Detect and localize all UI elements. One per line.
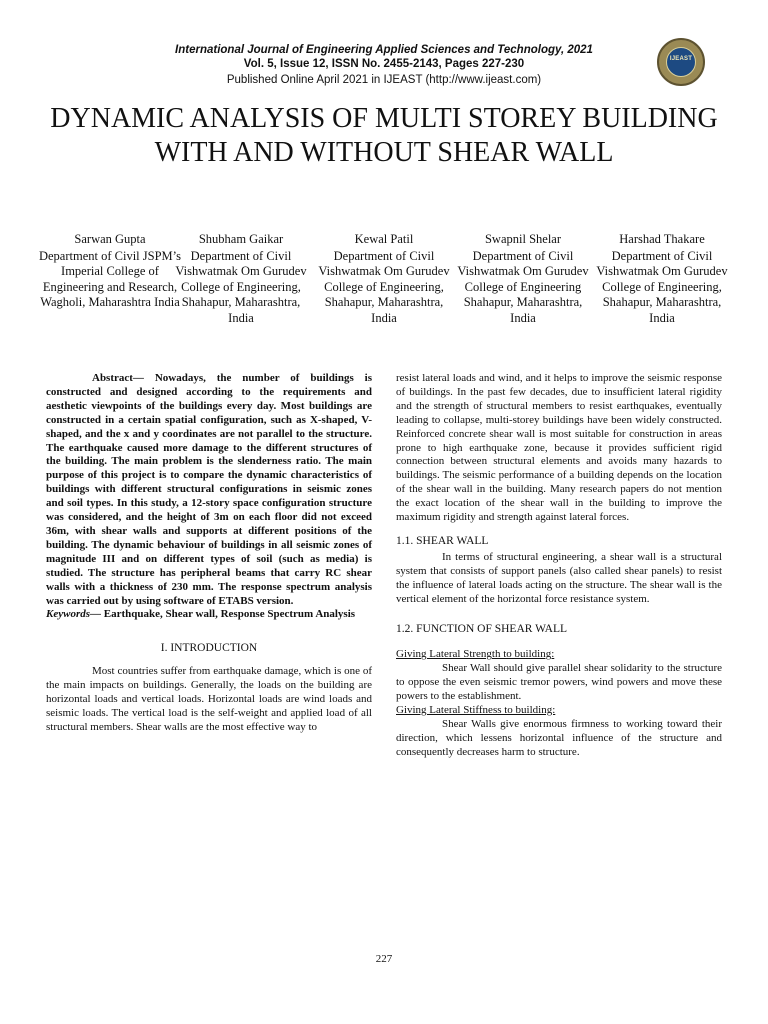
author-name: Harshad Thakare: [619, 232, 705, 246]
author-name: Swapnil Shelar: [484, 232, 562, 246]
author-block: [35, 232, 185, 311]
author-name: Kewal Patil: [354, 232, 414, 246]
right-column: [396, 372, 722, 760]
author-affiliation: Department of Civil Vishwatmak Om Gurudev College of Engineering Shahapur, Maharashtra, India: [457, 248, 589, 325]
section-heading-shear-wall: 1.1. SHEAR WALL: [396, 534, 489, 547]
author-block: [312, 232, 456, 327]
journal-issue: Vol. 5, Issue 12, ISSN No. 2455-2143, Pages 227-230: [243, 58, 525, 70]
lateral-strength-paragraph: Shear Wall should give parallel shear solidarity to the structure to oppose the even seismic tremor powers, wind powers and move these powers to the establishment.: [396, 662, 722, 703]
keywords: [46, 608, 372, 622]
author-name: Shubham Gaikar: [198, 232, 284, 246]
subheading-lateral-strength: Giving Lateral Strength to building:: [396, 648, 555, 661]
subheading-lateral-stiffness: Giving Lateral Stiffness to building:: [396, 704, 556, 717]
author-affiliation: Department of Civil Vishwatmak Om Gurudev College of Engineering, Shahapur, Maharashtra, India: [175, 248, 307, 325]
author-block: [590, 232, 734, 327]
author-affiliation: Department of Civil Vishwatmak Om Gurudev College of Engineering, Shahapur, Maharashtra, India: [596, 248, 728, 325]
author-block: [451, 232, 595, 327]
keywords-label: Keywords—: [46, 608, 101, 621]
left-column: [46, 372, 372, 735]
section-heading-introduction: I. INTRODUCTION: [160, 642, 258, 655]
logo-text: IJEAST: [669, 56, 693, 62]
publication-info: Published Online April 2021 in IJEAST (http://www.ijeast.com): [226, 74, 542, 86]
abstract: Abstract— Nowadays, the number of buildings is constructed and designed according to the requirements and aesthetic viewpoints of the buildings every day. Most buildings are constructed in a certain spatial configuration, such as X-shaped, V-shaped, and the x and y coordinates are not parallel to the structure. The earthquake caused more damage to the different structures of the building. The main problem is the slenderness ratio. The main purpose of this project is to compare the dynamic characteristics of buildings with different structural configurations in seismic zones and soil types. In this study, a 12-story space configuration structure was considered, and the height of 3m on each floor did not exceed 36m, with shear walls and supports at different positions of the building. The dynamic behaviour of buildings in all seismic zones of magnitude III and on different types of soil (such as media) is studied. The structure has peripheral beams that carry RC shear walls with a thickness of 230 mm. The response spectrum analysis was carried out by using software of ETABS version.: [46, 372, 372, 607]
introduction-continuation: resist lateral loads and wind, and it helps to improve the seismic response of buildings. In the past few decades, due to insufficient lateral rigidity and the strength of structural members to resist earthquakes, eventually leading to collapse, multi-storey buildings have been widely constructed. Reinforced concrete shear wall is most suitable for construction in areas prone to high earthquake zone, because it provides sufficient rigid connection between structural elements and avoids many hazards to buildings. The seismic performance of a building depends on the location of the shear wall in the building. Many research papers do not mention the exact location of the shear wall in the building to improve the maximum rigidity and strength against lateral forces.: [396, 372, 722, 524]
logo-emblem: [666, 47, 696, 77]
keywords-text: Earthquake, Shear wall, Response Spectrum Analysis: [101, 608, 356, 621]
introduction-paragraph: Most countries suffer from earthquake damage, which is one of the main impacts on buildings. Generally, the loads on the building are horizontal loads and vertical loads. Horizontal loads are wind loads and seismic loads. The vertical load is the self-weight and applied load of all structural members. Shear walls are the most effective way to: [46, 665, 372, 733]
paper-title: DYNAMIC ANALYSIS OF MULTI STOREY BUILDING WITH AND WITHOUT SHEAR WALL: [50, 103, 718, 168]
author-affiliation: Department of Civil Vishwatmak Om Gurudev College of Engineering, Shahapur, Maharashtra, India: [318, 248, 450, 325]
shear-wall-paragraph: In terms of structural engineering, a shear wall is a structural system that consists of support panels (also called shear panels) to resist the influence of lateral loads acting on the structure. The shear wall is the vertical element of the horizontal force resistance system.: [396, 550, 722, 605]
page-number: 227: [375, 953, 393, 965]
section-heading-function: 1.2. FUNCTION OF SHEAR WALL: [396, 622, 568, 635]
lateral-stiffness-paragraph: Shear Walls give enormous firmness to working toward their direction, which lessens horizontal influence of the structure and consequently decreases harm to structure.: [396, 717, 722, 758]
author-name: Sarwan Gupta: [74, 232, 146, 246]
journal-logo: [657, 38, 705, 86]
journal-name: International Journal of Engineering Applied Sciences and Technology, 2021: [175, 44, 593, 56]
author-block: [169, 232, 313, 327]
author-affiliation: Department of Civil JSPM’s Imperial College of Engineering and Research, Wagholi, Maharashtra India: [38, 248, 182, 310]
